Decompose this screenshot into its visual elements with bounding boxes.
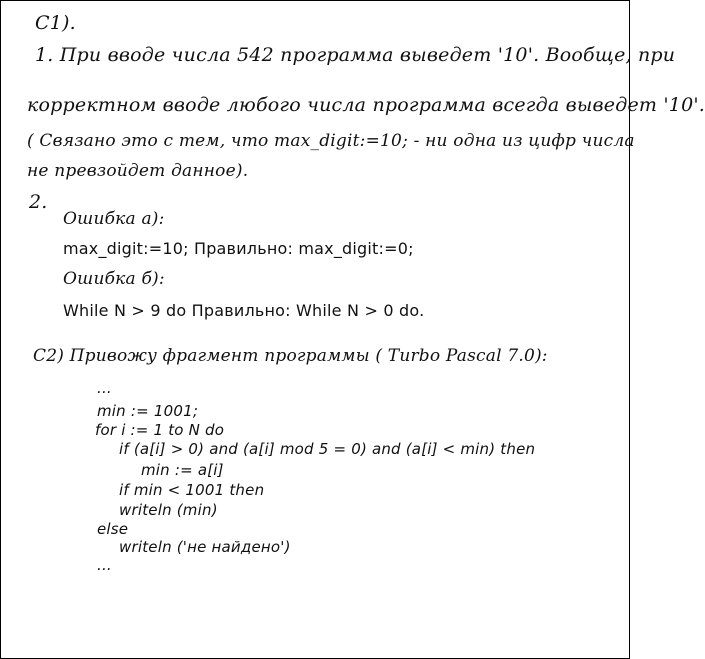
code-line-3: for i := 1 to N do xyxy=(95,421,225,439)
c1-error-a-label: Ошибка а): xyxy=(63,209,165,229)
c1-item1-line2: корректном вводе любого числа программа всегда выведет '10'. xyxy=(27,94,705,116)
code-line-8: else xyxy=(97,520,129,538)
code-line-1: ... xyxy=(97,379,112,397)
c1-item1-line4: не превзойдет данное). xyxy=(27,161,249,181)
c1-item2-number: 2. xyxy=(29,191,48,213)
c2-heading: С2) Привожу фрагмент программы ( Turbo Pascal 7.0): xyxy=(33,346,548,366)
c1-heading: С1). xyxy=(35,12,76,34)
c1-error-a-line: max_digit:=10; Правильно: max_digit:=0; xyxy=(63,239,414,258)
code-line-7: writeln (min) xyxy=(119,501,218,519)
code-line-10: ... xyxy=(97,556,112,574)
code-line-9: writeln ('не найдено') xyxy=(119,538,291,556)
code-line-2: min := 1001; xyxy=(97,402,199,420)
c1-error-b-line: While N > 9 do Правильно: While N > 0 do. xyxy=(63,301,425,320)
code-line-4: if (a[i] > 0) and (a[i] mod 5 = 0) and (a[i] < min) then xyxy=(119,440,536,458)
code-line-6: if min < 1001 then xyxy=(119,481,265,499)
c1-error-b-label: Ошибка б): xyxy=(63,269,165,289)
c1-item1-line1: 1. При вводе числа 542 программа выведет '10'. Вообще, при xyxy=(35,44,676,66)
code-line-5: min := a[i] xyxy=(141,461,224,479)
c1-item1-line3: ( Связано это с тем, что max_digit:=10; - ни одна из цифр числа xyxy=(27,131,635,151)
